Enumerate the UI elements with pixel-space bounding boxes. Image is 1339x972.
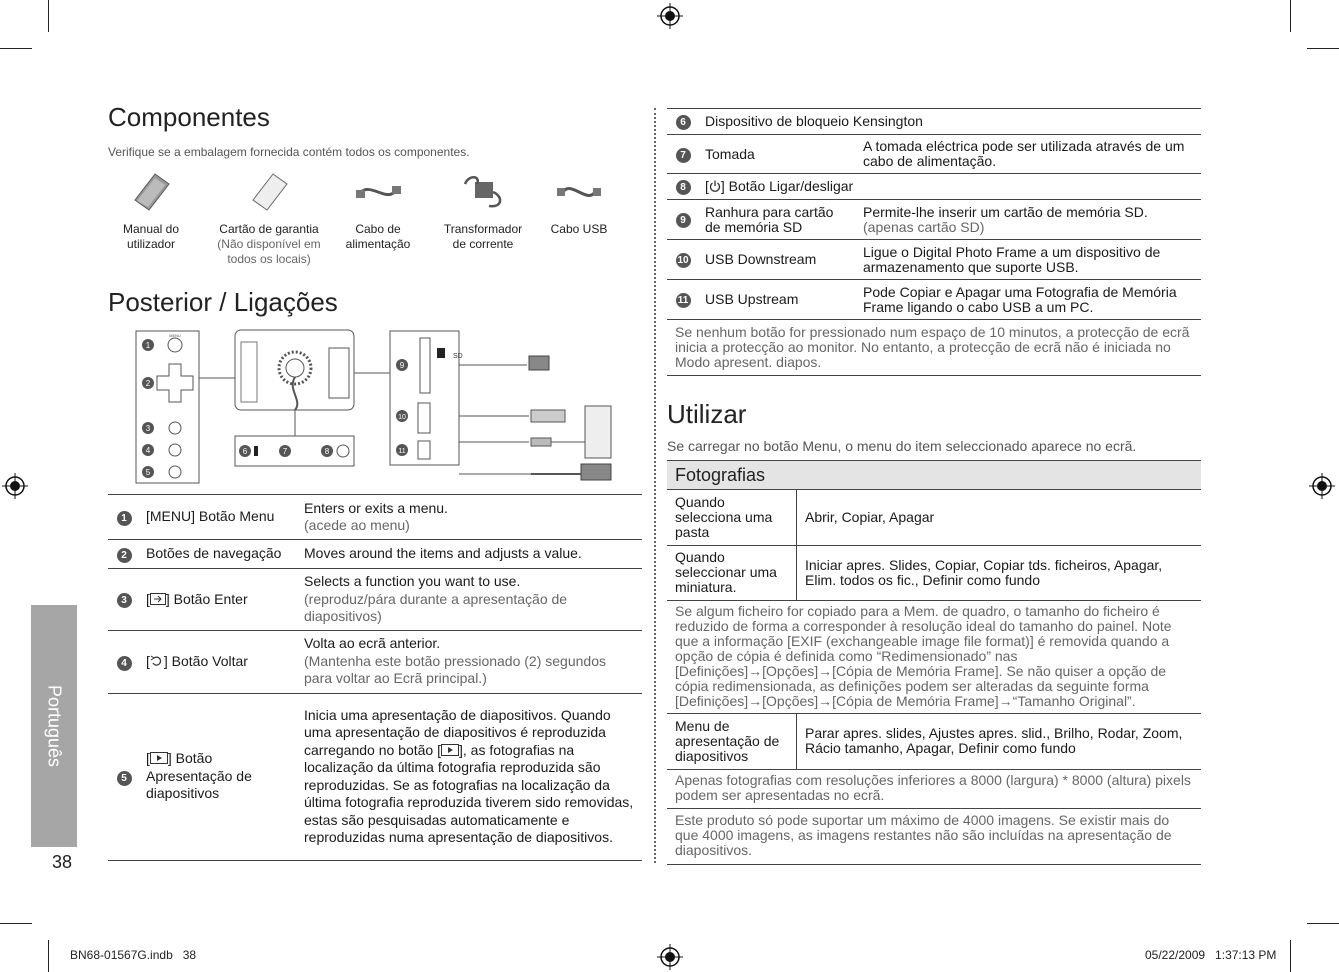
ports-table (667, 108, 1201, 320)
svg-text:4: 4 (145, 446, 151, 455)
table-row (667, 280, 1201, 320)
row-desc-note: (apenas cartão SD) (863, 218, 985, 235)
row-name: Botões de navegação (140, 540, 298, 569)
screensaver-note: Se nenhum botão for pressionado num espaço de 10 minutos, a protecção de ecrã inicia a protecção ao monitor. No entanto, a protecção de ecrã não é iniciada no Modo apresent. diapos. (667, 321, 1201, 376)
crop-mark (1307, 48, 1339, 49)
page-number: 38 (52, 852, 73, 872)
row-name-cell: [ ] Botão Voltar (140, 630, 298, 693)
row-desc-note: (acede ao menu) (304, 517, 410, 533)
options-cell: Abrir, Copiar, Apagar (797, 490, 1202, 545)
registration-mark-icon (2, 473, 28, 499)
svg-text:8: 8 (324, 447, 330, 456)
crop-mark (0, 48, 32, 49)
row-name: Dispositivo de bloqueio Kensington (699, 109, 1201, 135)
crop-mark (1290, 940, 1291, 972)
row-desc-note: (reproduz/pára durante a apresentação de diapositivos) (304, 590, 568, 624)
registration-mark-icon (657, 3, 683, 29)
back-icon (150, 655, 164, 667)
diagram-sd-label: SD (453, 353, 463, 360)
component-label: Transformador de corrente (443, 222, 523, 251)
section-title-utilizar: Utilizar (667, 399, 747, 429)
registration-mark-icon (657, 944, 683, 970)
rear-connections-diagram (135, 328, 620, 488)
crop-mark (0, 923, 32, 924)
column-divider (654, 108, 656, 863)
component-label: Manual do utilizador (122, 222, 180, 251)
row-name: USB Downstream (699, 240, 857, 280)
svg-text:5: 5 (145, 468, 151, 477)
options-cell: Iniciar apres. Slides, Copiar, Copiar tds. ficheiros, Apagar, Elim. todos os fic., Definir como fundo (797, 545, 1202, 600)
component-power-cable (340, 170, 416, 252)
number-badge: 3 (117, 593, 132, 608)
svg-text:9: 9 (399, 361, 405, 370)
language-label: Português (44, 684, 65, 768)
table-row (667, 135, 1201, 174)
number-badge: 1 (117, 511, 132, 526)
table-row (667, 545, 1201, 600)
component-warranty-card (212, 170, 326, 267)
table-row (667, 109, 1201, 135)
number-badge: 9 (676, 213, 691, 228)
power-cable-icon (354, 170, 402, 214)
table-row (108, 569, 642, 631)
row-desc: Pode Copiar e Apagar uma Fotografia de Memória Frame ligando o cabo USB a um PC. (857, 280, 1201, 320)
component-label: Cabo USB (550, 222, 608, 236)
row-desc: Ligue o Digital Photo Frame a um dispositivo de armazenamento que suporte USB. (857, 240, 1201, 280)
slideshow-menu-table (667, 714, 1201, 770)
row-name: Ranhura para cartão de memória SD (699, 200, 857, 240)
number-badge: 2 (117, 548, 132, 563)
component-label: Cartão de garantia (219, 222, 319, 236)
table-row (108, 630, 642, 693)
power-icon (709, 180, 721, 192)
svg-text:10: 10 (398, 414, 406, 421)
row-name-cell: [ ] Botão Apresentação de diapositivos (140, 693, 298, 860)
section-title-componentes: Componentes (108, 102, 270, 132)
number-badge: 6 (676, 115, 691, 130)
row-name: [MENU] Botão Menu (140, 495, 298, 540)
slideshow-icon (150, 752, 168, 764)
slideshow-icon (441, 744, 459, 756)
component-manual (112, 170, 190, 252)
row-desc-note: (Mantenha este botão pressionado (2) segundos para voltar ao Ecrã principal.) (304, 652, 606, 687)
section-title-posterior: Posterior / Ligações (108, 287, 338, 317)
row-name: ] Botão Voltar (163, 652, 248, 669)
diagram-menu-label: MENU (169, 333, 181, 338)
number-badge: 11 (676, 293, 691, 308)
context-cell: Quando selecciona uma pasta (667, 490, 797, 545)
component-usb-cable (544, 170, 614, 237)
componentes-subtitle: Verifique se a embalagem fornecida contém todos os componentes. (108, 145, 470, 159)
power-adapter-icon (459, 170, 507, 214)
row-desc: Volta ao ecrã anterior. (304, 635, 441, 652)
table-row (667, 174, 1201, 200)
enter-icon (150, 593, 166, 605)
row-name: ] Botão Apresentação de diapositivos (146, 750, 252, 802)
number-badge: 10 (677, 255, 689, 266)
row-name: ] Botão Ligar/desligar (720, 178, 854, 194)
row-desc-part: ], as fotografias na localização da última fotografia reproduzida são reproduzidas. Se as fotografias na localização da última fotografia reproduzida tiverem sido removidas, estas são pesquisadas automaticamente e reproduzidas numa apresentação de diapositivos. (304, 741, 634, 845)
svg-text:11: 11 (398, 448, 406, 455)
component-adapter (438, 170, 528, 252)
component-note: (Não disponível em todos os locais) (217, 237, 321, 266)
row-desc-part: Inicia uma apresentação de diapositivos. Quando uma apresentação de diapositivos é reproduzida carregando no botão [ (304, 706, 611, 758)
row-desc: A tomada eléctrica pode ser utilizada através de um cabo de alimentação. (857, 135, 1201, 174)
table-row (108, 693, 642, 860)
row-name: ] Botão Enter (165, 590, 248, 607)
row-name-cell: [ ] Botão Enter (140, 569, 298, 631)
warranty-card-icon (249, 170, 289, 214)
utilizar-subtitle: Se carregar no botão Menu, o menu do item seleccionado aparece no ecrã. (667, 438, 1137, 454)
row-name-cell: [ ] Botão Ligar/desligar (699, 174, 1201, 200)
table-row (108, 495, 642, 540)
context-cell: Quando seleccionar uma miniatura. (667, 545, 797, 600)
max-images-note: Este produto só pode suportar um máximo de 4000 imagens. Se existir mais do que 4000 imagens, as imagens restantes não são incluídas na apresentação de diapositivos. (667, 809, 1201, 865)
crop-mark (48, 940, 49, 972)
row-name: Tomada (699, 135, 857, 174)
number-badge: 7 (676, 148, 691, 163)
number-badge: 4 (117, 656, 132, 671)
options-cell: Parar apres. slides, Ajustes apres. slid., Brilho, Rodar, Zoom, Rácio tamanho, Apagar, Definir como fundo (797, 714, 1202, 769)
component-label: Cabo de alimentação (345, 222, 411, 251)
row-name: USB Upstream (699, 280, 857, 320)
registration-mark-icon (1309, 473, 1335, 499)
crop-mark (48, 0, 49, 32)
table-row (667, 490, 1201, 545)
table-row (108, 540, 642, 569)
buttons-table (108, 494, 642, 861)
language-tab (31, 605, 77, 847)
svg-text:7: 7 (282, 447, 288, 456)
fotografias-table (667, 490, 1201, 601)
svg-text:1: 1 (145, 341, 151, 350)
number-badge: 5 (117, 771, 132, 786)
footer-file: BN68-01567G.indb 38 (70, 948, 197, 962)
manual-icon (131, 170, 171, 214)
crop-mark (1290, 0, 1291, 32)
svg-text:2: 2 (145, 379, 151, 388)
resolution-note: Apenas fotografias com resoluções inferiores a 8000 (largura) * 8000 (altura) pixels podem ser apresentadas no ecrã. (667, 769, 1201, 809)
number-badge: 8 (676, 180, 691, 195)
table-row (667, 240, 1201, 280)
crop-mark (1307, 923, 1339, 924)
svg-text:3: 3 (145, 424, 151, 433)
fotografias-header: Fotografias (667, 460, 1201, 490)
table-row (667, 200, 1201, 240)
usb-cable-icon (555, 170, 603, 214)
context-cell: Menu de apresentação de diapositivos (667, 714, 797, 769)
table-row (667, 714, 1201, 769)
copy-note: Se algum ficheiro for copiado para a Mem. de quadro, o tamanho do ficheiro é reduzido de forma a corresponder à resolução ideal do tamanho do painel. Note que a informação [EXIF (exchangeable image file format)] é removida quando a opção de cópia é definida como “Redimensionado” nas [Definições]→[Opções]→[Cópia de Memória Frame]. Se não quiser a opção de cópia redimensionada, as definições podem ser alteradas da seguinte forma [Definições]→[Opções]→[Cópia de Memória Frame]→“Tamanho Original”. (667, 600, 1201, 714)
row-desc: Selects a function you want to use. (304, 573, 521, 589)
footer-date: 05/22/2009 1:37:13 PM (1145, 948, 1277, 962)
svg-text:6: 6 (242, 447, 248, 456)
row-desc: Enters or exits a menu. (304, 499, 448, 516)
row-desc: Moves around the items and adjusts a value. (298, 540, 642, 569)
row-desc: Permite-lhe inserir um cartão de memória SD. (863, 203, 1148, 220)
